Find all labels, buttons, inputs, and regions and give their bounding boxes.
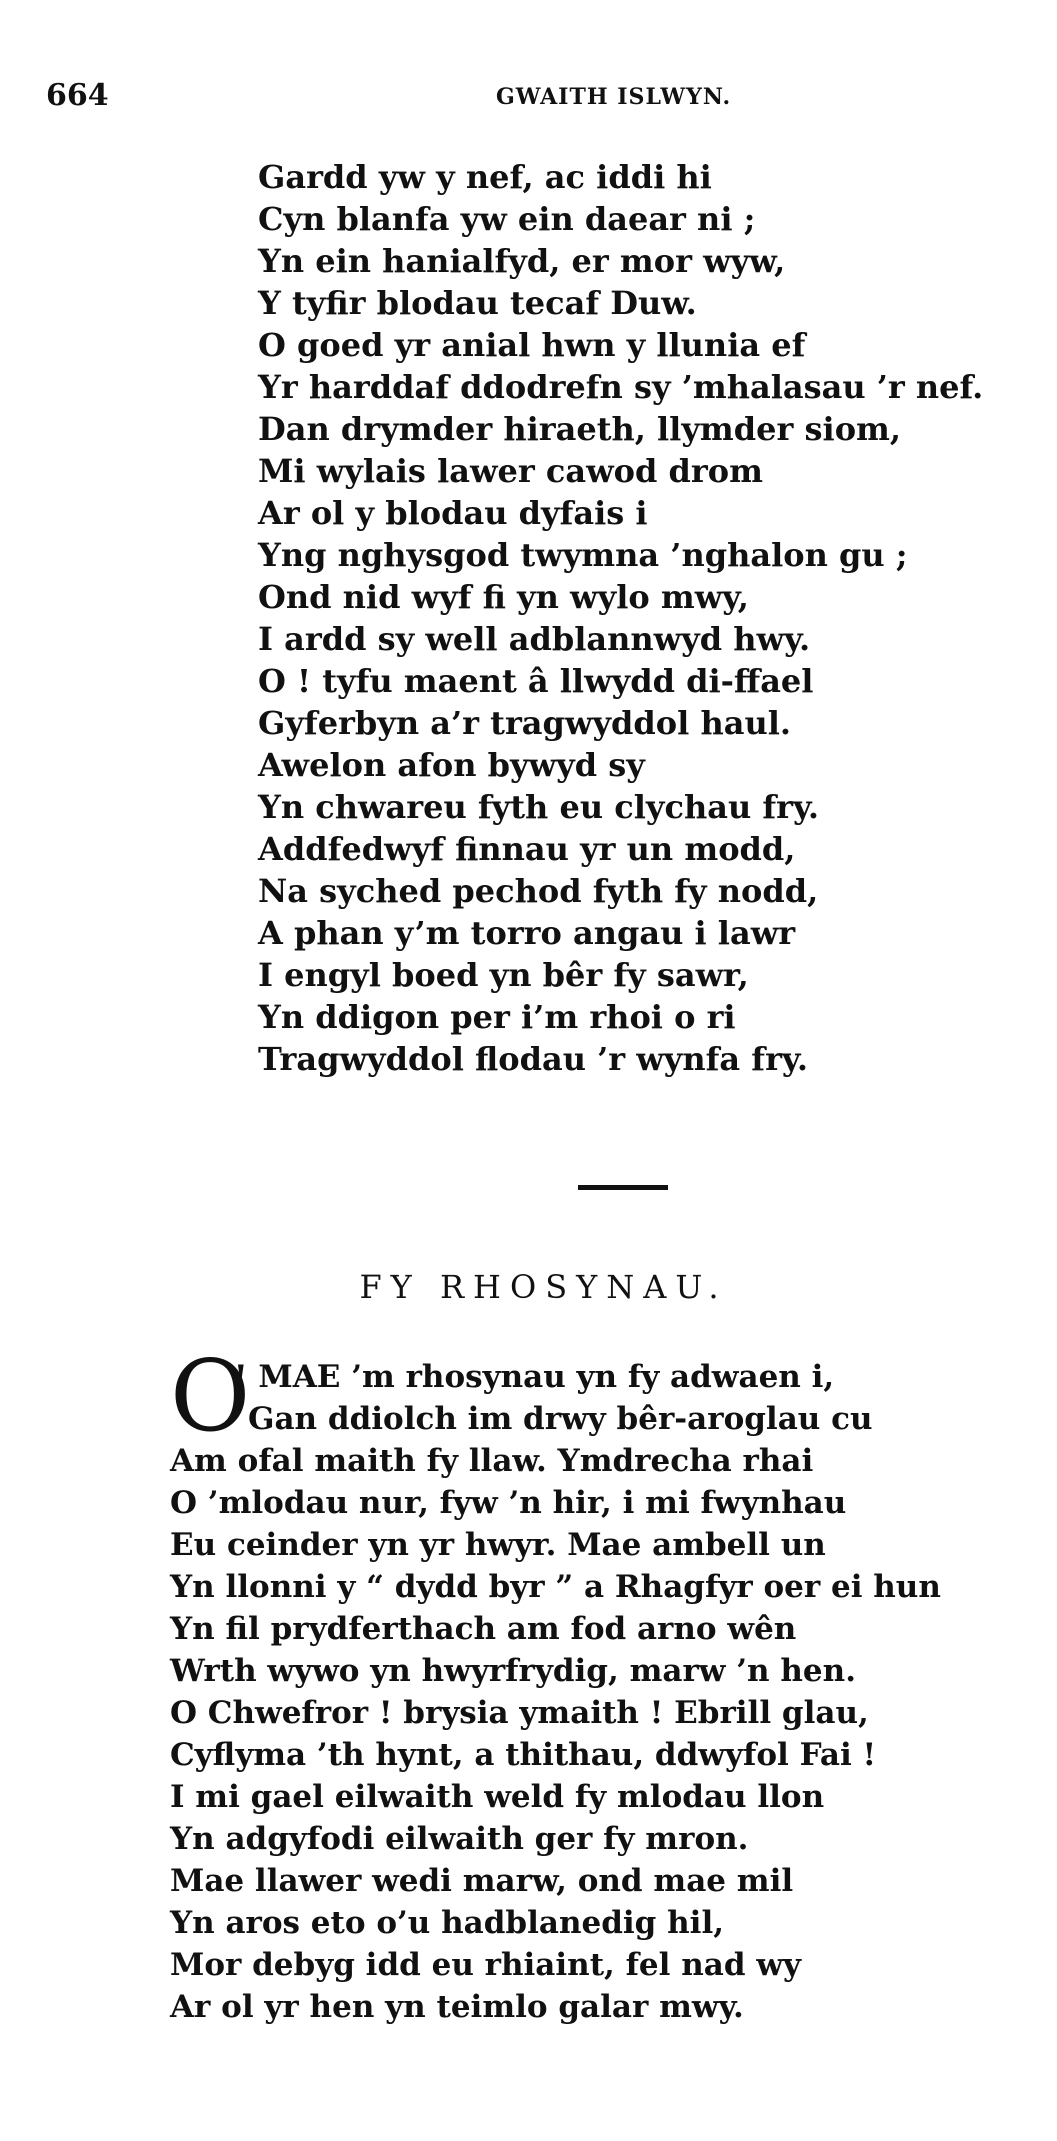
poem-line: Yr harddaf ddodrefn sy ’mhalasau ’r nef. [258, 368, 984, 406]
section-divider-rule [578, 1185, 668, 1190]
poem-line: Mae llawer wedi marw, ond mae mil [170, 1863, 794, 1899]
poem-line: Yn adgyfodi eilwaith ger fy mron. [170, 1821, 749, 1857]
poem-line: Gardd yw y nef, ac iddi hi [258, 158, 712, 196]
poem-line: Eu ceinder yn yr hwyr. Mae ambell un [170, 1527, 826, 1563]
poem-line: Cyflyma ’th hynt, a thithau, ddwyfol Fai ! [170, 1737, 877, 1773]
poem-line: Awelon afon bywyd sy [258, 746, 645, 784]
poem-line: O goed yr anial hwn y llunia ef [258, 326, 806, 364]
poem-fy-rhosynau [170, 1340, 1050, 2028]
poem-line: A phan y’m torro angau i lawr [258, 914, 796, 952]
poem-line: Y tyfir blodau tecaf Duw. [258, 284, 697, 322]
poem-line: Gyferbyn a’r tragwyddol haul. [258, 704, 791, 742]
drop-cap: O [170, 1340, 251, 1454]
poem-line: Yng nghysgod twymna ’nghalon gu ; [258, 536, 908, 574]
running-head: GWAITH ISLWYN. [496, 84, 732, 110]
poem-line: Yn llonni y “ dydd byr ” a Rhagfyr oer ei hun [170, 1569, 941, 1605]
poem-line: O Chwefror ! brysia ymaith ! Ebrill glau, [170, 1695, 869, 1731]
poem-line: I ardd sy well adblannwyd hwy. [258, 620, 811, 658]
poem-line: Yn fil prydferthach am fod arno wên [170, 1611, 797, 1647]
poem-line: Na syched pechod fyth fy nodd, [258, 872, 819, 910]
poem-line: Ar ol yr hen yn teimlo galar mwy. [170, 1989, 744, 2025]
poem-line: Tragwyddol flodau ’r wynfa fry. [258, 1040, 808, 1078]
poem-line: Addfedwyf finnau yr un modd, [258, 830, 796, 868]
poem-line: Am ofal maith fy llaw. Ymdrecha rhai [170, 1443, 814, 1479]
poem-line: Yn ein hanialfyd, er mor wyw, [258, 242, 786, 280]
poem-line-text: ! MAE ’m rhosynau yn fy adwaen i, [234, 1359, 835, 1395]
poem-line: Mi wylais lawer cawod drom [258, 452, 763, 490]
poem-line: Dan drymder hiraeth, llymder siom, [258, 410, 902, 448]
poem-line: Mor debyg idd eu rhiaint, fel nad wy [170, 1947, 802, 1983]
poem-line: O ’mlodau nur, fyw ’n hir, i mi fwynhau [170, 1485, 847, 1521]
poem-line: Cyn blanfa yw ein daear ni ; [258, 200, 756, 238]
poem-line: Yn aros eto o’u hadblanedig hil, [170, 1905, 725, 1941]
poem-line: Ond nid wyf fi yn wylo mwy, [258, 578, 749, 616]
poem-line: I engyl boed yn bêr fy sawr, [258, 956, 749, 994]
page-header [46, 78, 806, 118]
poem-line: Ar ol y blodau dyfais i [258, 494, 648, 532]
page-number: 664 [46, 78, 109, 113]
poem-line: Yn chwareu fyth eu clychau fry. [258, 788, 820, 826]
poem-title: FY RHOSYNAU. [359, 1268, 728, 1306]
poem-line: Yn ddigon per i’m rhoi o ri [258, 998, 736, 1036]
poem-gardd-yw-y-nef [258, 156, 1038, 1080]
poem-line: Wrth wywo yn hwyrfrydig, marw ’n hen. [170, 1653, 856, 1689]
poem-line: I mi gael eilwaith weld fy mlodau llon [170, 1779, 825, 1815]
poem-line: Gan ddiolch im drwy bêr-aroglau cu [248, 1401, 873, 1437]
poem-line: O ! tyfu maent â llwydd di-ffael [258, 662, 814, 700]
